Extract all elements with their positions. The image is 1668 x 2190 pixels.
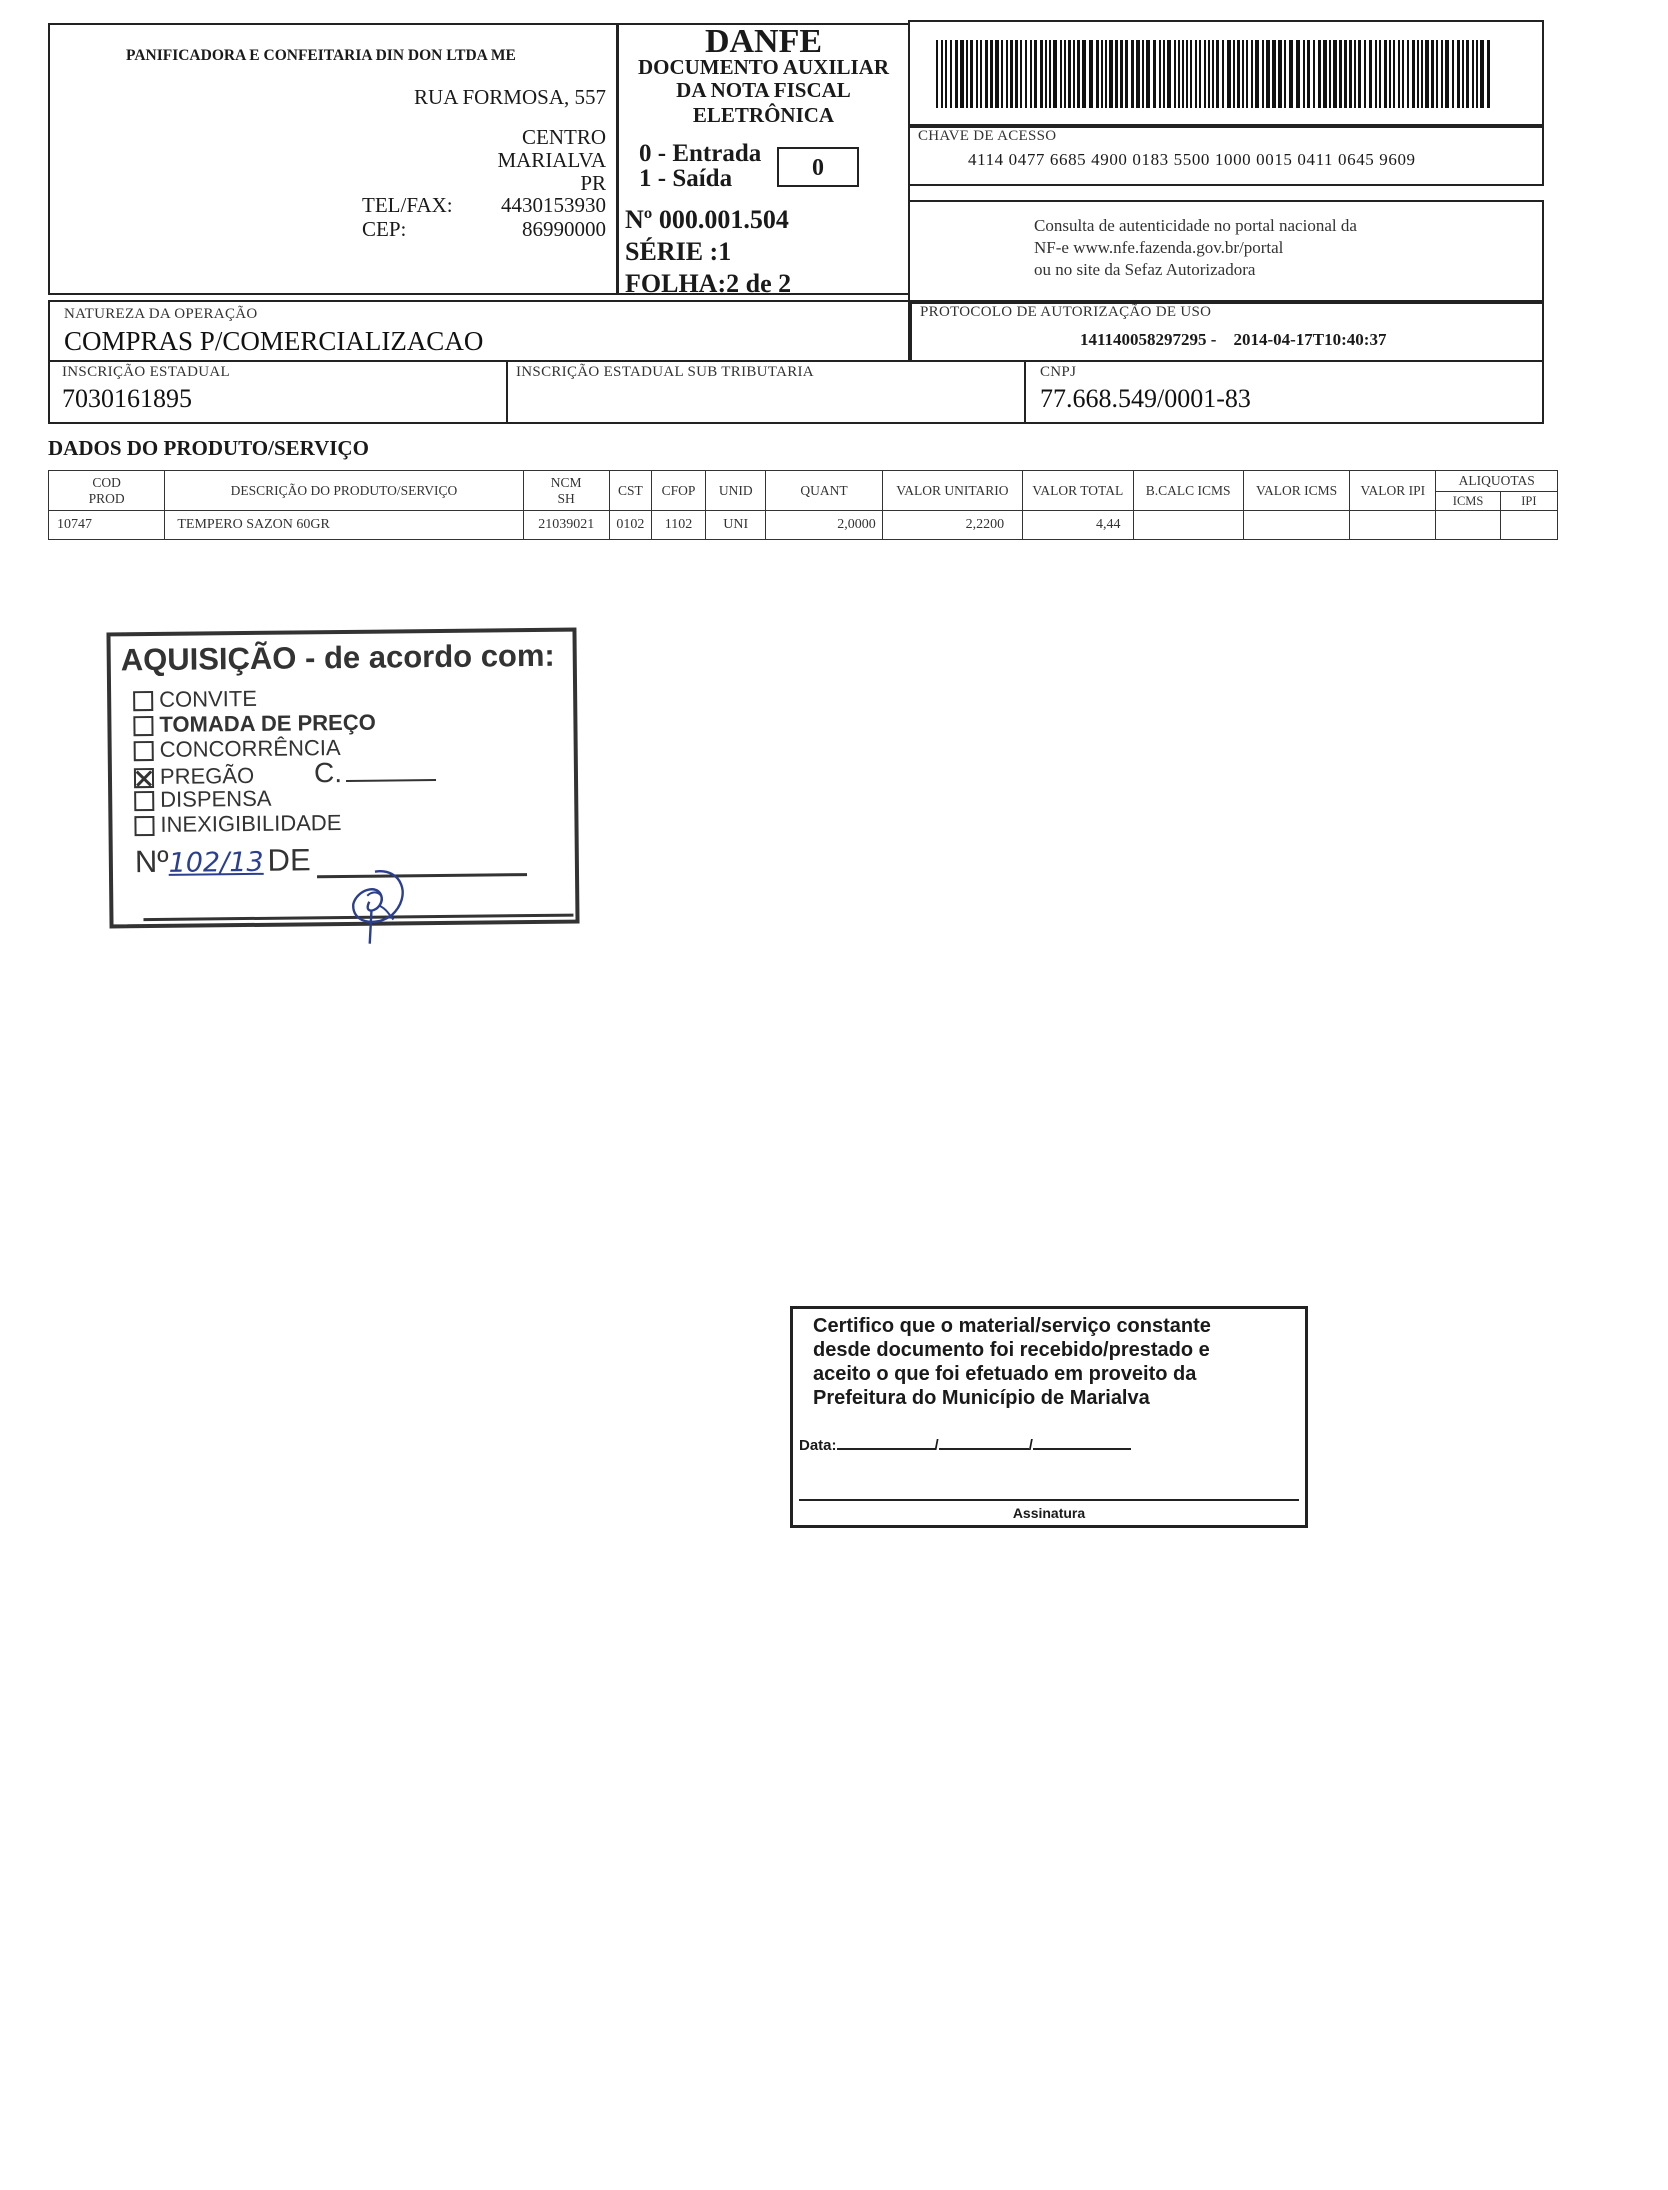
inscricao-st-box xyxy=(506,360,1026,424)
cert-data: Data: / / xyxy=(799,1437,1131,1454)
produtos-table xyxy=(48,470,1558,540)
col-valor-total: VALOR TOTAL xyxy=(1023,471,1133,511)
consulta-box xyxy=(908,200,1544,304)
checkbox-icon xyxy=(134,816,154,836)
cnpj-box xyxy=(1024,360,1544,424)
cert-line-1: Certifico que o material/serviço constante xyxy=(813,1315,1211,1337)
col-valor-ipi: VALOR IPI xyxy=(1350,471,1436,511)
inscricao-label: INSCRIÇÃO ESTADUAL xyxy=(62,364,230,380)
col-aliq-ipi: IPI xyxy=(1500,492,1557,511)
natureza-box xyxy=(48,300,912,362)
natureza-label: NATUREZA DA OPERAÇÃO xyxy=(64,306,258,322)
col-valor-icms: VALOR ICMS xyxy=(1243,471,1349,511)
danfe-subtitle-1: DOCUMENTO AUXILIAR xyxy=(637,55,890,79)
consulta-line-2: NF-e www.nfe.fazenda.gov.br/portal xyxy=(1034,238,1284,257)
emitter-state: PR xyxy=(580,171,606,195)
col-aliquotas: ALIQUOTAS xyxy=(1436,471,1558,492)
checkbox-checked-icon xyxy=(134,768,154,788)
col-cfop: CFOP xyxy=(651,471,705,511)
emitter-name: PANIFICADORA E CONFEITARIA DIN DON LTDA ME xyxy=(126,47,516,64)
barcode-box xyxy=(908,20,1544,128)
stamp-option-concorrencia: CONCORRÊNCIA xyxy=(134,736,341,762)
danfe-entrada: 0 - Entrada xyxy=(639,140,762,167)
chave-value: 4114 0477 6685 4900 0183 5500 1000 0015 0411 0645 9609 xyxy=(968,150,1416,169)
cell-ncm: 21039021 xyxy=(523,511,609,540)
col-bcalc-icms: B.CALC ICMS xyxy=(1133,471,1243,511)
table-row xyxy=(49,511,1558,540)
emitter-phone-label: TEL/FAX: xyxy=(362,193,453,217)
danfe-numero: Nº 000.001.504 xyxy=(625,205,789,234)
cert-line-4: Prefeitura do Município de Marialva xyxy=(813,1387,1150,1409)
emitter-city: MARIALVA xyxy=(497,148,606,172)
protocolo-value: 141140058297295 - 2014-04-17T10:40:37 xyxy=(1080,330,1387,349)
stamp-numero-handwritten: 102/13 xyxy=(168,846,264,879)
produtos-section-title: DADOS DO PRODUTO/SERVIÇO xyxy=(48,436,369,460)
col-unid: UNID xyxy=(706,471,766,511)
col-cst: CST xyxy=(609,471,651,511)
cell-valor-ipi xyxy=(1350,511,1436,540)
inscricao-value: 7030161895 xyxy=(62,384,192,413)
aquisicao-stamp xyxy=(106,628,579,929)
stamp-option-convite: CONVITE xyxy=(133,687,257,712)
danfe-tipo-box: 0 xyxy=(777,147,859,187)
certificado-box xyxy=(790,1306,1308,1528)
danfe-folha: FOLHA:2 de 2 xyxy=(625,269,792,298)
cert-data-label: Data: xyxy=(799,1437,837,1454)
cnpj-value: 77.668.549/0001-83 xyxy=(1040,384,1251,413)
danfe-subtitle-2: DA NOTA FISCAL xyxy=(676,78,851,102)
col-aliq-icms: ICMS xyxy=(1436,492,1500,511)
consulta-line-3: ou no site da Sefaz Autorizadora xyxy=(1034,260,1256,279)
emitter-district: CENTRO xyxy=(522,125,606,149)
cell-valor-icms xyxy=(1243,511,1349,540)
checkbox-icon xyxy=(134,741,154,761)
danfe-title: DANFE xyxy=(704,23,823,60)
danfe-saida: 1 - Saída xyxy=(639,165,733,192)
cert-line-2: desde documento foi recebido/prestado e xyxy=(813,1339,1210,1361)
chave-label: CHAVE DE ACESSO xyxy=(918,128,1057,144)
cell-unid: UNI xyxy=(706,511,766,540)
cell-cst: 0102 xyxy=(609,511,651,540)
cnpj-label: CNPJ xyxy=(1040,364,1077,380)
danfe-box xyxy=(616,23,910,298)
consulta-line-1: Consulta de autenticidade no portal nacional da xyxy=(1034,216,1357,235)
col-descricao: DESCRIÇÃO DO PRODUTO/SERVIÇO xyxy=(165,471,523,511)
checkbox-icon xyxy=(133,691,153,711)
col-ncm: NCM SH xyxy=(523,471,609,511)
cell-valor-unitario: 2,2200 xyxy=(882,511,1022,540)
stamp-title: AQUISIÇÃO - de acordo com: xyxy=(120,637,555,678)
cell-valor-total: 4,44 xyxy=(1023,511,1133,540)
cell-bcalc-icms xyxy=(1133,511,1243,540)
cell-aliq-icms xyxy=(1436,511,1500,540)
col-valor-unitario: VALOR UNITARIO xyxy=(882,471,1022,511)
protocolo-label: PROTOCOLO DE AUTORIZAÇÃO DE USO xyxy=(920,304,1212,320)
stamp-numero: Nº102/13 DE xyxy=(135,840,527,880)
stamp-option-inexigibilidade: INEXIGIBILIDADE xyxy=(134,811,341,837)
chave-box xyxy=(908,124,1544,186)
inscricao-st-label: INSCRIÇÃO ESTADUAL SUB TRIBUTARIA xyxy=(516,364,814,380)
cell-cod: 10747 xyxy=(49,511,165,540)
cell-aliq-ipi xyxy=(1500,511,1557,540)
barcode-image xyxy=(936,40,1496,108)
stamp-option-dispensa: DISPENSA xyxy=(134,787,272,812)
cert-line-3: aceito o que foi efetuado em proveito da xyxy=(813,1363,1197,1385)
natureza-value: COMPRAS P/COMERCIALIZACAO xyxy=(64,326,484,356)
emitter-street: RUA FORMOSA, 557 xyxy=(414,85,606,109)
stamp-option-pregao: PREGÃO C. xyxy=(134,760,436,789)
stamp-option-tomada: TOMADA DE PREÇO xyxy=(133,711,376,738)
checkbox-icon xyxy=(134,791,154,811)
cell-cfop: 1102 xyxy=(651,511,705,540)
cell-quant: 2,0000 xyxy=(766,511,882,540)
emitter-cep: 86990000 xyxy=(522,217,606,241)
col-quant: QUANT xyxy=(766,471,882,511)
emitter-phone: 4430153930 xyxy=(501,193,606,217)
emitter-cep-label: CEP: xyxy=(362,217,407,241)
cert-signature-line xyxy=(799,1499,1299,1501)
cell-descricao: TEMPERO SAZON 60GR xyxy=(165,511,523,540)
protocolo-box xyxy=(908,300,1544,362)
emitter-box xyxy=(48,23,618,295)
danfe-subtitle-3: ELETRÔNICA xyxy=(692,103,835,127)
signature-initials-icon xyxy=(331,865,422,946)
cert-assinatura-label: Assinatura xyxy=(1012,1505,1086,1521)
danfe-serie: SÉRIE :1 xyxy=(625,237,732,266)
col-cod: COD PROD xyxy=(49,471,165,511)
inscricao-box xyxy=(48,360,508,424)
checkbox-icon xyxy=(133,716,153,736)
